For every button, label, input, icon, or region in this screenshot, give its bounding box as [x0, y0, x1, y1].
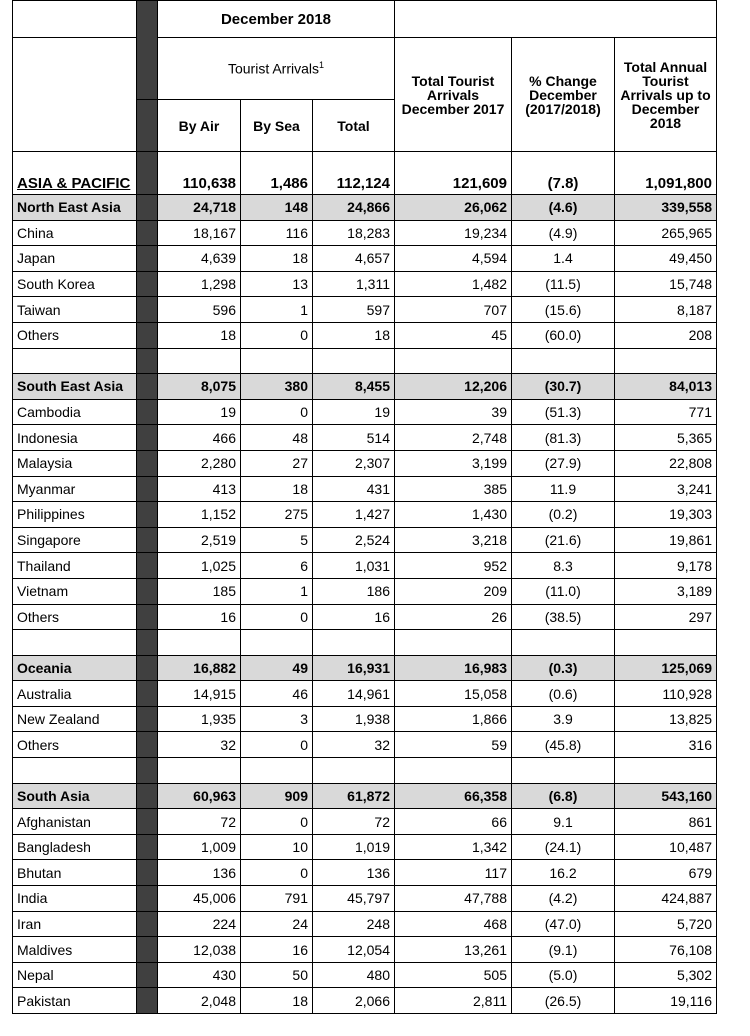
cell-annual: 10,487 [615, 834, 717, 860]
cell-sea: 16 [241, 937, 313, 963]
group-pct: (6.8) [512, 783, 615, 809]
cell-annual: 76,108 [615, 937, 717, 963]
spacer-row [13, 758, 717, 784]
cell-annual: 3,189 [615, 578, 717, 604]
cell-dec2017: 2,811 [395, 988, 512, 1014]
cell-total: 431 [313, 476, 395, 502]
cell-air: 2,519 [158, 527, 241, 553]
cell-sea: 275 [241, 502, 313, 528]
cell-total: 14,961 [313, 681, 395, 707]
cell-annual: 3,241 [615, 476, 717, 502]
cell-name: Iran [13, 911, 137, 937]
table-row [13, 527, 717, 553]
tourist-arrivals-header: Tourist Arrivals$^1$ [158, 38, 395, 100]
cell-total: 1,427 [313, 502, 395, 528]
corner-blank [13, 1, 137, 38]
cell-pct: (21.6) [512, 527, 615, 553]
cell-name: Taiwan [13, 297, 137, 323]
cell-pct: (11.5) [512, 271, 615, 297]
cell-sea: 0 [241, 860, 313, 886]
cell-pct: (4.2) [512, 886, 615, 912]
cell-annual: 771 [615, 399, 717, 425]
table-row [13, 886, 717, 912]
cell-sea: 5 [241, 527, 313, 553]
cell-total: 12,054 [313, 937, 395, 963]
group-pct: (30.7) [512, 374, 615, 400]
cell-annual: 8,187 [615, 297, 717, 323]
table-row [13, 988, 717, 1014]
cell-air: 19 [158, 399, 241, 425]
region-total: 112,124 [313, 152, 395, 195]
cell-pct: 1.4 [512, 246, 615, 272]
cell-dec2017: 505 [395, 962, 512, 988]
cell-total: 1,311 [313, 271, 395, 297]
cell-name: Thailand [13, 553, 137, 579]
cell-pct: (81.3) [512, 425, 615, 451]
group-pct: (4.6) [512, 195, 615, 221]
cell-name: Bangladesh [13, 834, 137, 860]
cell-total: 480 [313, 962, 395, 988]
cell-sea: 0 [241, 399, 313, 425]
table-row [13, 220, 717, 246]
cell-total: 72 [313, 809, 395, 835]
group-dec2017: 26,062 [395, 195, 512, 221]
cell-dec2017: 1,866 [395, 706, 512, 732]
cell-sea: 3 [241, 706, 313, 732]
table-row [13, 732, 717, 758]
cell-dec2017: 1,342 [395, 834, 512, 860]
cell-sea: 50 [241, 962, 313, 988]
cell-air: 136 [158, 860, 241, 886]
cell-name: Cambodia [13, 399, 137, 425]
group-annual: 84,013 [615, 374, 717, 400]
annual-header: Total Annual Tourist Arrivals up to December 2018 [615, 38, 717, 152]
region-name: ASIA & PACIFIC [13, 152, 137, 195]
cell-air: 18,167 [158, 220, 241, 246]
cell-pct: (38.5) [512, 604, 615, 630]
cell-total: 1,019 [313, 834, 395, 860]
cell-total: 19 [313, 399, 395, 425]
cell-dec2017: 1,430 [395, 502, 512, 528]
cell-pct: 3.9 [512, 706, 615, 732]
cell-name: China [13, 220, 137, 246]
cell-air: 2,048 [158, 988, 241, 1014]
cell-air: 16 [158, 604, 241, 630]
cell-total: 16 [313, 604, 395, 630]
table-row [13, 834, 717, 860]
cell-air: 596 [158, 297, 241, 323]
cell-pct: 8.3 [512, 553, 615, 579]
cell-dec2017: 3,218 [395, 527, 512, 553]
region-air: 110,638 [158, 152, 241, 195]
cell-air: 466 [158, 425, 241, 451]
cell-name: Myanmar [13, 476, 137, 502]
table-row [13, 399, 717, 425]
cell-dec2017: 66 [395, 809, 512, 835]
group-total: 61,872 [313, 783, 395, 809]
group-row [13, 655, 717, 681]
table-row [13, 860, 717, 886]
cell-annual: 15,748 [615, 271, 717, 297]
cell-air: 413 [158, 476, 241, 502]
group-annual: 125,069 [615, 655, 717, 681]
cell-name: New Zealand [13, 706, 137, 732]
cell-dec2017: 952 [395, 553, 512, 579]
table-row [13, 681, 717, 707]
region-sea: 1,486 [241, 152, 313, 195]
cell-total: 186 [313, 578, 395, 604]
cell-pct: (9.1) [512, 937, 615, 963]
cell-air: 4,639 [158, 246, 241, 272]
table-row [13, 425, 717, 451]
cell-total: 136 [313, 860, 395, 886]
group-annual: 339,558 [615, 195, 717, 221]
cell-dec2017: 2,748 [395, 425, 512, 451]
by-air-header: By Air [158, 100, 241, 152]
cell-annual: 5,302 [615, 962, 717, 988]
region-annual: 1,091,800 [615, 152, 717, 195]
cell-sea: 18 [241, 246, 313, 272]
cell-air: 2,280 [158, 450, 241, 476]
cell-sea: 6 [241, 553, 313, 579]
cell-total: 18,283 [313, 220, 395, 246]
cell-dec2017: 45 [395, 322, 512, 348]
by-sea-header: By Sea [241, 100, 313, 152]
cell-annual: 297 [615, 604, 717, 630]
cell-sea: 10 [241, 834, 313, 860]
table-row [13, 502, 717, 528]
cell-pct: (45.8) [512, 732, 615, 758]
cell-annual: 19,116 [615, 988, 717, 1014]
table-row [13, 553, 717, 579]
group-air: 60,963 [158, 783, 241, 809]
cell-name: Japan [13, 246, 137, 272]
cell-air: 14,915 [158, 681, 241, 707]
cell-annual: 679 [615, 860, 717, 886]
cell-pct: (47.0) [512, 911, 615, 937]
group-dec2017: 12,206 [395, 374, 512, 400]
cell-pct: (24.1) [512, 834, 615, 860]
cell-pct: 11.9 [512, 476, 615, 502]
cell-total: 32 [313, 732, 395, 758]
group-name: South Asia [13, 783, 137, 809]
cell-annual: 424,887 [615, 886, 717, 912]
table-row [13, 706, 717, 732]
cell-total: 4,657 [313, 246, 395, 272]
cell-dec2017: 117 [395, 860, 512, 886]
cell-total: 248 [313, 911, 395, 937]
total-2017-header: Total Tourist Arrivals December 2017 [395, 38, 512, 152]
table-row [13, 578, 717, 604]
cell-dec2017: 47,788 [395, 886, 512, 912]
region-pct: (7.8) [512, 152, 615, 195]
cell-name: Nepal [13, 962, 137, 988]
cell-total: 45,797 [313, 886, 395, 912]
cell-annual: 49,450 [615, 246, 717, 272]
cell-air: 72 [158, 809, 241, 835]
group-row [13, 374, 717, 400]
cell-dec2017: 1,482 [395, 271, 512, 297]
table-row [13, 809, 717, 835]
cell-pct: (11.0) [512, 578, 615, 604]
group-sea: 49 [241, 655, 313, 681]
group-name: South East Asia [13, 374, 137, 400]
group-air: 16,882 [158, 655, 241, 681]
cell-air: 1,935 [158, 706, 241, 732]
cell-sea: 0 [241, 604, 313, 630]
cell-pct: (0.6) [512, 681, 615, 707]
cell-name: Others [13, 322, 137, 348]
cell-total: 2,307 [313, 450, 395, 476]
cell-name: Philippines [13, 502, 137, 528]
cell-air: 185 [158, 578, 241, 604]
cell-sea: 0 [241, 732, 313, 758]
group-sea: 909 [241, 783, 313, 809]
cell-annual: 19,303 [615, 502, 717, 528]
period-header: December 2018 [158, 1, 395, 38]
cell-pct: 9.1 [512, 809, 615, 835]
cell-annual: 5,365 [615, 425, 717, 451]
table-row [13, 937, 717, 963]
cell-dec2017: 15,058 [395, 681, 512, 707]
spacer-row [13, 348, 717, 374]
cell-annual: 110,928 [615, 681, 717, 707]
cell-air: 32 [158, 732, 241, 758]
group-total: 16,931 [313, 655, 395, 681]
cell-annual: 861 [615, 809, 717, 835]
cell-annual: 316 [615, 732, 717, 758]
cell-name: Vietnam [13, 578, 137, 604]
cell-air: 1,025 [158, 553, 241, 579]
cell-pct: (26.5) [512, 988, 615, 1014]
cell-air: 18 [158, 322, 241, 348]
cell-pct: (0.2) [512, 502, 615, 528]
cell-sea: 27 [241, 450, 313, 476]
cell-dec2017: 468 [395, 911, 512, 937]
group-sea: 148 [241, 195, 313, 221]
cell-sea: 791 [241, 886, 313, 912]
cell-dec2017: 13,261 [395, 937, 512, 963]
cell-dec2017: 3,199 [395, 450, 512, 476]
spacer-row [13, 630, 717, 656]
total-header: Total [313, 100, 395, 152]
tourist-arrivals-table [12, 0, 717, 1014]
cell-annual: 13,825 [615, 706, 717, 732]
group-pct: (0.3) [512, 655, 615, 681]
cell-annual: 19,861 [615, 527, 717, 553]
cell-dec2017: 385 [395, 476, 512, 502]
cell-name: Pakistan [13, 988, 137, 1014]
cell-pct: 16.2 [512, 860, 615, 886]
cell-sea: 1 [241, 578, 313, 604]
cell-annual: 208 [615, 322, 717, 348]
cell-sea: 24 [241, 911, 313, 937]
cell-dec2017: 59 [395, 732, 512, 758]
group-sea: 380 [241, 374, 313, 400]
cell-total: 597 [313, 297, 395, 323]
cell-dec2017: 26 [395, 604, 512, 630]
cell-sea: 48 [241, 425, 313, 451]
cell-air: 12,038 [158, 937, 241, 963]
group-annual: 543,160 [615, 783, 717, 809]
cell-total: 514 [313, 425, 395, 451]
group-dec2017: 66,358 [395, 783, 512, 809]
cell-pct: (15.6) [512, 297, 615, 323]
region-dec2017: 121,609 [395, 152, 512, 195]
table-row [13, 297, 717, 323]
cell-annual: 9,178 [615, 553, 717, 579]
cell-name: Bhutan [13, 860, 137, 886]
group-row [13, 195, 717, 221]
cell-air: 1,152 [158, 502, 241, 528]
cell-air: 430 [158, 962, 241, 988]
cell-sea: 13 [241, 271, 313, 297]
table-row [13, 322, 717, 348]
table-row [13, 476, 717, 502]
table-row [13, 271, 717, 297]
table-row [13, 962, 717, 988]
cell-air: 1,009 [158, 834, 241, 860]
cell-sea: 18 [241, 988, 313, 1014]
cell-sea: 1 [241, 297, 313, 323]
cell-name: Malaysia [13, 450, 137, 476]
pct-change-header: % Change December (2017/2018) [512, 38, 615, 152]
cell-name: India [13, 886, 137, 912]
table-row [13, 450, 717, 476]
cell-name: Others [13, 732, 137, 758]
cell-total: 1,031 [313, 553, 395, 579]
table-row [13, 911, 717, 937]
cell-dec2017: 209 [395, 578, 512, 604]
cell-annual: 22,808 [615, 450, 717, 476]
cell-dec2017: 707 [395, 297, 512, 323]
cell-pct: (5.0) [512, 962, 615, 988]
cell-sea: 0 [241, 809, 313, 835]
group-total: 8,455 [313, 374, 395, 400]
cell-dec2017: 19,234 [395, 220, 512, 246]
cell-name: Australia [13, 681, 137, 707]
group-name: North East Asia [13, 195, 137, 221]
cell-pct: (51.3) [512, 399, 615, 425]
cell-name: South Korea [13, 271, 137, 297]
cell-dec2017: 39 [395, 399, 512, 425]
cell-air: 1,298 [158, 271, 241, 297]
cell-name: Others [13, 604, 137, 630]
cell-pct: (60.0) [512, 322, 615, 348]
group-row [13, 783, 717, 809]
cell-dec2017: 4,594 [395, 246, 512, 272]
cell-annual: 265,965 [615, 220, 717, 246]
cell-pct: (4.9) [512, 220, 615, 246]
cell-air: 224 [158, 911, 241, 937]
cell-sea: 116 [241, 220, 313, 246]
cell-sea: 0 [241, 322, 313, 348]
cell-total: 1,938 [313, 706, 395, 732]
cell-air: 45,006 [158, 886, 241, 912]
group-air: 24,718 [158, 195, 241, 221]
cell-total: 2,066 [313, 988, 395, 1014]
cell-name: Maldives [13, 937, 137, 963]
table-row [13, 604, 717, 630]
group-air: 8,075 [158, 374, 241, 400]
cell-annual: 5,720 [615, 911, 717, 937]
cell-name: Indonesia [13, 425, 137, 451]
cell-total: 2,524 [313, 527, 395, 553]
cell-name: Afghanistan [13, 809, 137, 835]
cell-sea: 18 [241, 476, 313, 502]
cell-name: Singapore [13, 527, 137, 553]
cell-pct: (27.9) [512, 450, 615, 476]
group-total: 24,866 [313, 195, 395, 221]
group-dec2017: 16,983 [395, 655, 512, 681]
cell-total: 18 [313, 322, 395, 348]
cell-sea: 46 [241, 681, 313, 707]
group-name: Oceania [13, 655, 137, 681]
table-row [13, 246, 717, 272]
